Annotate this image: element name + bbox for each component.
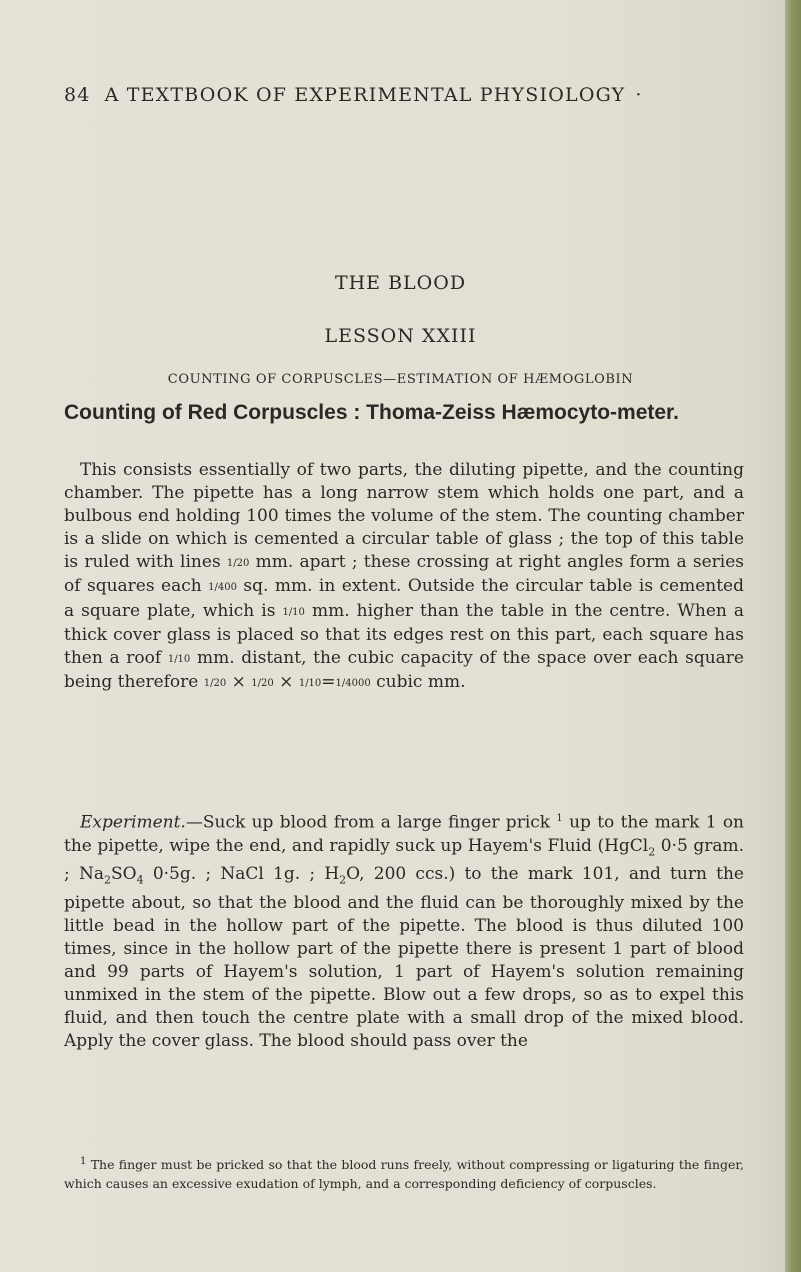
text-run: 0·5g. ; NaCl 1g. ; H bbox=[152, 864, 340, 885]
subscript: 2 bbox=[103, 873, 111, 887]
times-sign: × bbox=[279, 671, 294, 692]
paragraph-description bbox=[64, 459, 744, 695]
text-run: mm. higher than the table in the centre. When a thick cover glass is placed so that its edges rest on this part, each square has then a roof bbox=[64, 600, 745, 668]
running-title: A TEXTBOOK OF EXPERIMENTAL PHYSIOLOGY bbox=[104, 84, 626, 106]
page-number: 84 bbox=[64, 84, 91, 106]
footnote-marker: 1 bbox=[80, 1156, 87, 1167]
fraction: 1/400 bbox=[208, 582, 237, 594]
text-run: up to the mark 1 on the pipette, wipe the end, and rapidly suck up Hayem's Fluid (HgCl bbox=[64, 812, 745, 856]
fraction: 1/4000 bbox=[335, 677, 371, 689]
fraction: 1/10 bbox=[298, 677, 322, 689]
text-run: 0·5 gram. ; Na bbox=[64, 835, 745, 885]
text-run: SO bbox=[110, 864, 137, 885]
subscript: 4 bbox=[136, 873, 144, 887]
page-edge bbox=[785, 0, 801, 1272]
text-run: cubic mm. bbox=[376, 671, 466, 692]
lesson-title: LESSON XXIII bbox=[324, 325, 477, 347]
subscript: 2 bbox=[648, 845, 656, 859]
text-run: O, 200 ccs.) to the mark 101, and turn the pipette about, so that the blood and the fluid can be thoroughly mixed by the little bead in the hollow part of the pipette. The blood is thus diluted 100 times, since in the hollow part of the pipette there is present 1 part of blood and 99 parts of Hayem's solution, 1 part of Hayem's solution remaining unmixed in the stem of the pipette. Blow out a few drops, so as to expel this fluid, and then touch the centre plate with a small drop of the mixed blood. Apply the cover glass. The blood should pass over the bbox=[64, 864, 744, 1052]
times-sign: × bbox=[231, 671, 246, 692]
footnote-ref: 1 bbox=[556, 813, 563, 824]
fraction: 1/10 bbox=[282, 606, 305, 618]
fraction: 1/20 bbox=[226, 558, 250, 570]
subscript: 2 bbox=[339, 873, 347, 887]
running-header bbox=[64, 84, 704, 106]
fraction: 1/20 bbox=[251, 677, 274, 689]
fraction: 1/10 bbox=[167, 653, 191, 665]
chapter-title: THE BLOOD bbox=[334, 272, 467, 294]
text-run: sq. mm. in extent. Outside the circular table is cemented a square plate, which is bbox=[64, 576, 744, 621]
text-run: mm. distant, the cubic capacity of the space over each square being therefore bbox=[64, 647, 744, 692]
section-heading: Counting of Red Corpuscles : Thoma-Zeiss Hæmocyto-meter. bbox=[64, 401, 679, 424]
footnote-text: The finger must be pricked so that the blood runs freely, without compressing or ligaturing the finger, which causes an excessive exudation of lymph, and a corresponding deficiency of corpuscles. bbox=[64, 1157, 744, 1191]
equals-sign: = bbox=[321, 671, 336, 692]
lesson-subtitle: COUNTING OF CORPUSCLES—ESTIMATION OF HÆMOGLOBIN bbox=[167, 372, 634, 387]
text-run: mm. apart ; these crossing at right angles form a series of squares each bbox=[64, 552, 744, 597]
header-mark: · bbox=[635, 84, 643, 106]
fraction: 1/20 bbox=[203, 677, 227, 689]
paragraph-experiment bbox=[64, 807, 744, 1053]
text-run: This consists essentially of two parts, the diluting pipette, and the counting chamber. The pipette has a long narrow stem which holds one part, and a bulbous end holding 100 times the volume of the stem. The counting chamber is a slide on which is cemented a circular table of glass ; the top of this table is ruled with lines bbox=[64, 460, 744, 573]
text-run: —Suck up blood from a large finger prick bbox=[185, 812, 551, 833]
footnote bbox=[64, 1153, 744, 1193]
experiment-label: Experiment. bbox=[80, 812, 186, 833]
